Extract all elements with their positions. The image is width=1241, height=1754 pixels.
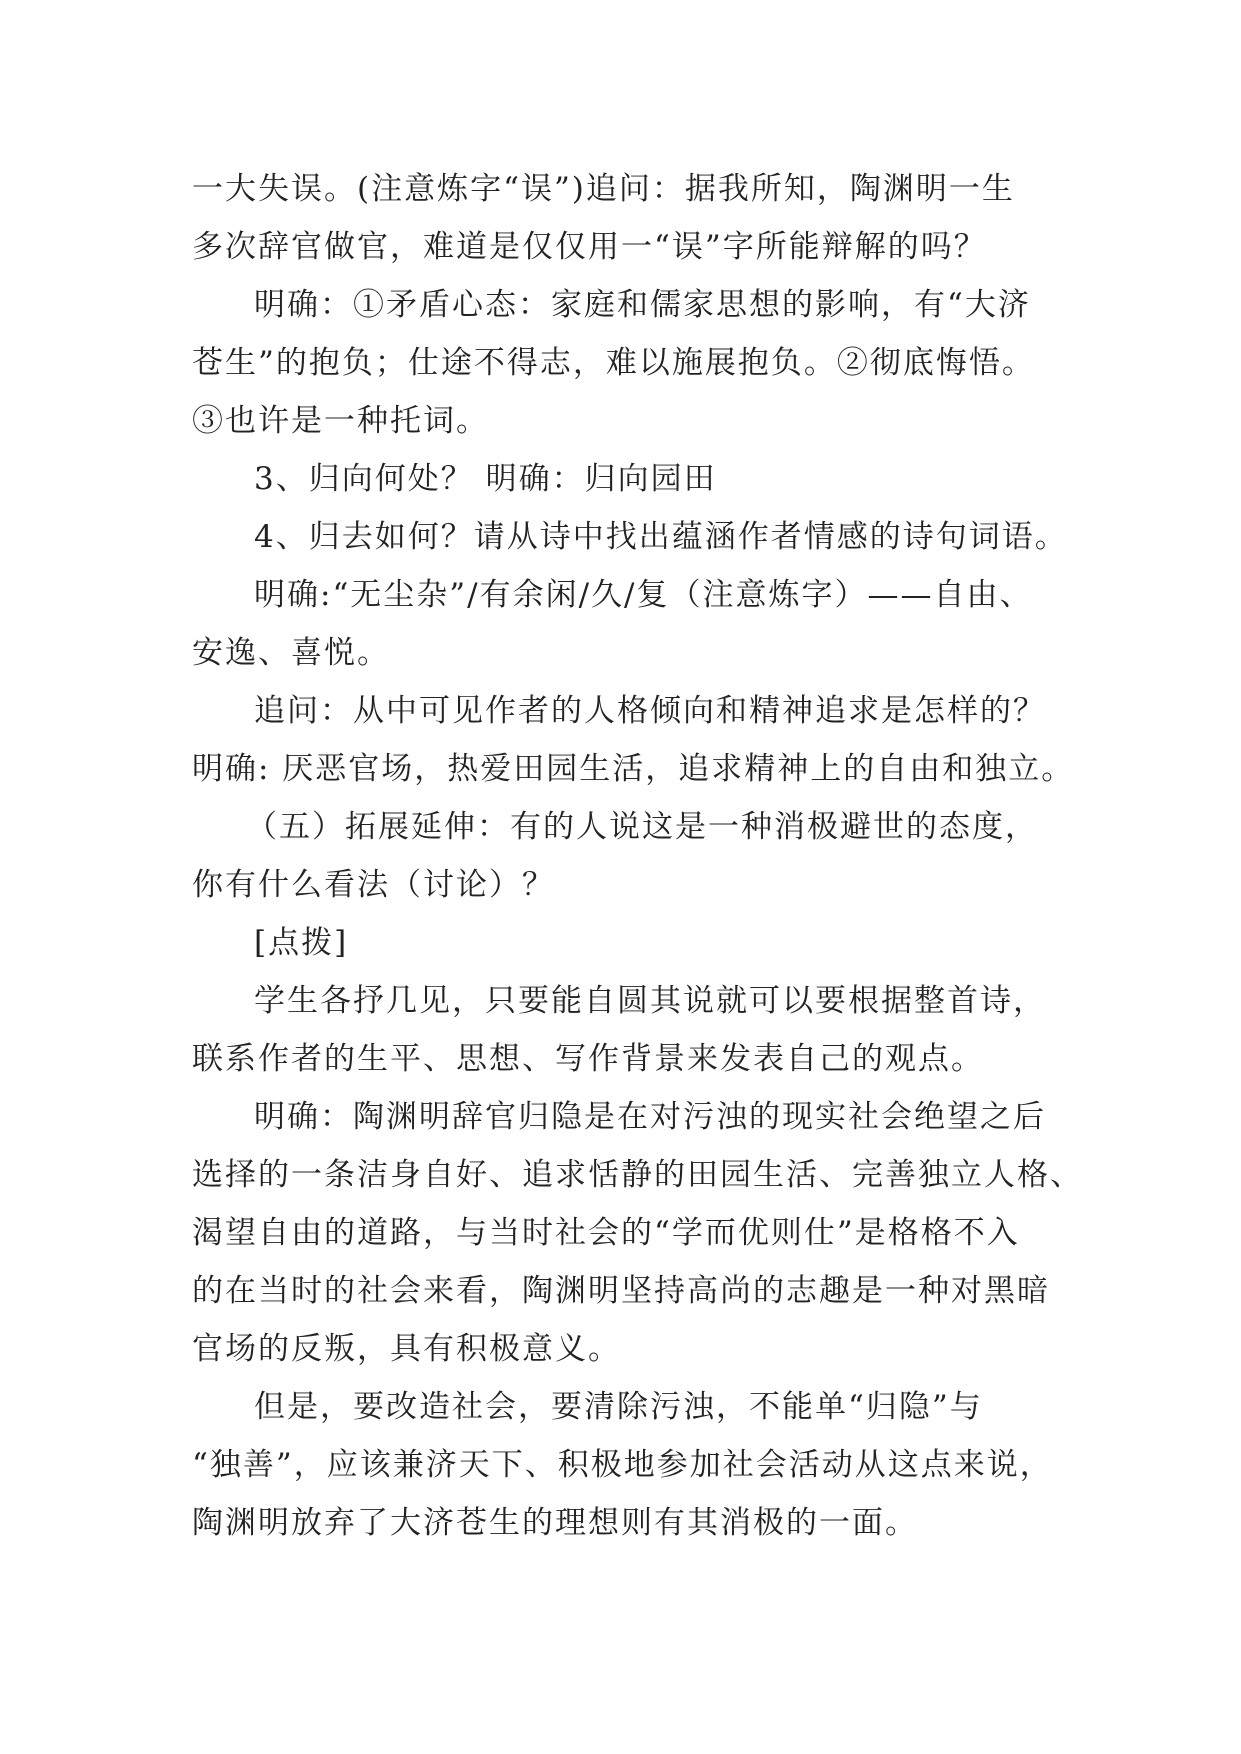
text-line-19: 渴望自由的道路，与当时社会的“学而优则仕”是格格不入 <box>192 1215 1020 1251</box>
text-line-5: ③也许是一种托词。 <box>192 403 489 439</box>
text-line-16: 联系作者的生平、思想、写作背景来发表自己的观点。 <box>192 1041 984 1077</box>
text-line-22: 但是，要改造社会，要清除污浊，不能单“归隐”与 <box>254 1389 983 1425</box>
text-line-14: [点拨] <box>254 925 349 961</box>
text-line-13: 你有什么看法（讨论）？ <box>192 867 555 903</box>
text-line-9: 安逸、喜悦。 <box>192 635 390 671</box>
text-line-17: 明确：陶渊明辞官归隐是在对污浊的现实社会绝望之后 <box>254 1099 1046 1135</box>
text-line-24: 陶渊明放弃了大济苍生的理想则有其消极的一面。 <box>192 1505 918 1541</box>
text-line-7: 4、归去如何？请从诗中找出蕴涵作者情感的诗句词语。 <box>254 519 1068 555</box>
text-line-23: “独善”，应该兼济天下、积极地参加社会活动从这点来说， <box>192 1447 1053 1483</box>
text-line-10: 追问：从中可见作者的人格倾向和精神追求是怎样的？ <box>254 693 1046 729</box>
text-line-21: 官场的反叛，具有积极意义。 <box>192 1331 621 1367</box>
text-line-15: 学生各抒几见，只要能自圆其说就可以要根据整首诗， <box>254 983 1046 1019</box>
text-line-3: 明确：①矛盾心态：家庭和儒家思想的影响，有“大济 <box>254 287 1031 323</box>
document-body <box>192 160 1082 1552</box>
text-line-11: 明确: 厌恶官场，热爱田园生活，追求精神上的自由和独立。 <box>192 751 1075 787</box>
text-line-6: 3、归向何处？ 明确：归向园田 <box>254 461 717 497</box>
text-line-1: 一大失误。(注意炼字“误”)追问：据我所知，陶渊明一生 <box>192 171 1015 207</box>
text-line-12: （五）拓展延伸：有的人说这是一种消极避世的态度， <box>246 809 1038 845</box>
text-line-20: 的在当时的社会来看，陶渊明坚持高尚的志趣是一种对黑暗 <box>192 1273 1050 1309</box>
text-line-8: 明确:“无尘杂”/有余闲/久/复（注意炼字）——自由、 <box>254 577 1033 613</box>
text-line-4: 苍生”的抱负；仕途不得志，难以施展抱负。②彻底悔悟。 <box>192 345 1035 381</box>
text-line-2: 多次辞官做官，难道是仅仅用一“误”字所能辩解的吗？ <box>192 229 987 265</box>
text-line-18: 选择的一条洁身自好、追求恬静的田园生活、完善独立人格、 <box>192 1157 1083 1193</box>
